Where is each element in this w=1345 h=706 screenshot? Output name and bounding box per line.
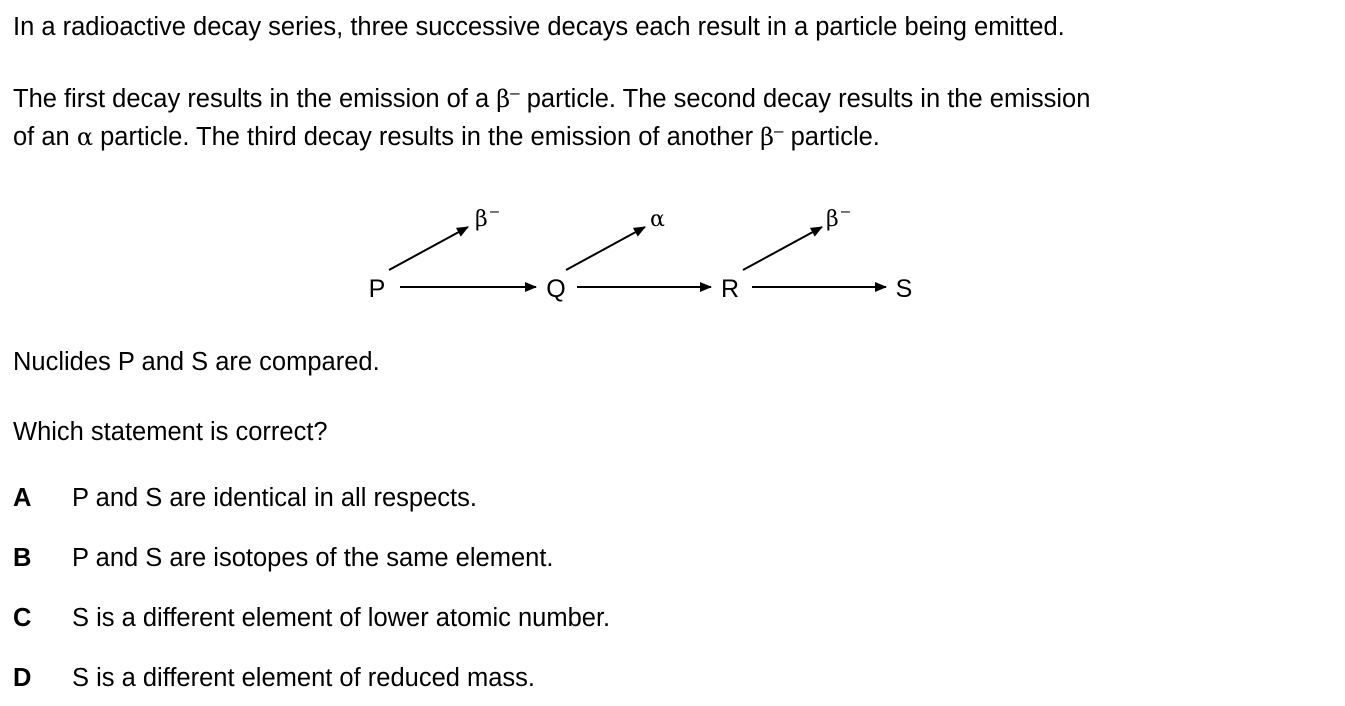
beta-minus-superscript: – (510, 83, 520, 102)
comparison-text: Nuclides P and S are compared. (13, 348, 380, 376)
emission-1-superscript: – (490, 203, 499, 220)
option-c-letter: C (13, 604, 32, 632)
option-a-text: P and S are identical in all respects. (72, 484, 477, 512)
nuclide-p-label: P (368, 275, 386, 303)
emission-arrow-3 (743, 227, 822, 270)
option-b-letter: B (13, 544, 32, 572)
nuclide-s-label: S (895, 275, 913, 303)
description-part4: particle. The third decay results in the emission of another (93, 123, 761, 151)
emission-arrow-2 (566, 227, 645, 270)
description-part3: of an (13, 123, 77, 151)
alpha-symbol: α (76, 123, 94, 151)
option-a-letter: A (13, 484, 32, 512)
description-part1: The first decay results in the emission of a (13, 85, 497, 113)
emission-3-superscript: – (841, 203, 850, 220)
emission-3-symbol: β (826, 207, 839, 232)
description-part5: particle. (783, 123, 880, 151)
option-d-letter: D (13, 664, 32, 692)
beta-symbol: β (496, 85, 511, 113)
emission-arrow-1 (389, 227, 468, 270)
option-b-text: P and S are isotopes of the same element. (72, 544, 554, 572)
emission-1-symbol: β (475, 207, 488, 232)
question-text: Which statement is correct? (13, 418, 328, 446)
decay-series-diagram (0, 0, 1345, 340)
option-d-text: S is a different element of reduced mass. (72, 664, 536, 692)
option-c-text: S is a different element of lower atomic number. (72, 604, 611, 632)
intro-text: In a radioactive decay series, three successive decays each result in a particle being emitted. (13, 13, 1065, 41)
nuclide-r-label: R (720, 275, 740, 303)
nuclide-q-label: Q (546, 275, 566, 303)
beta-symbol-2: β (760, 123, 775, 151)
emission-2-symbol: α (650, 207, 665, 232)
description-part2: particle. The second decay results in the emission (519, 85, 1091, 113)
beta-minus-superscript-2: – (774, 121, 784, 140)
